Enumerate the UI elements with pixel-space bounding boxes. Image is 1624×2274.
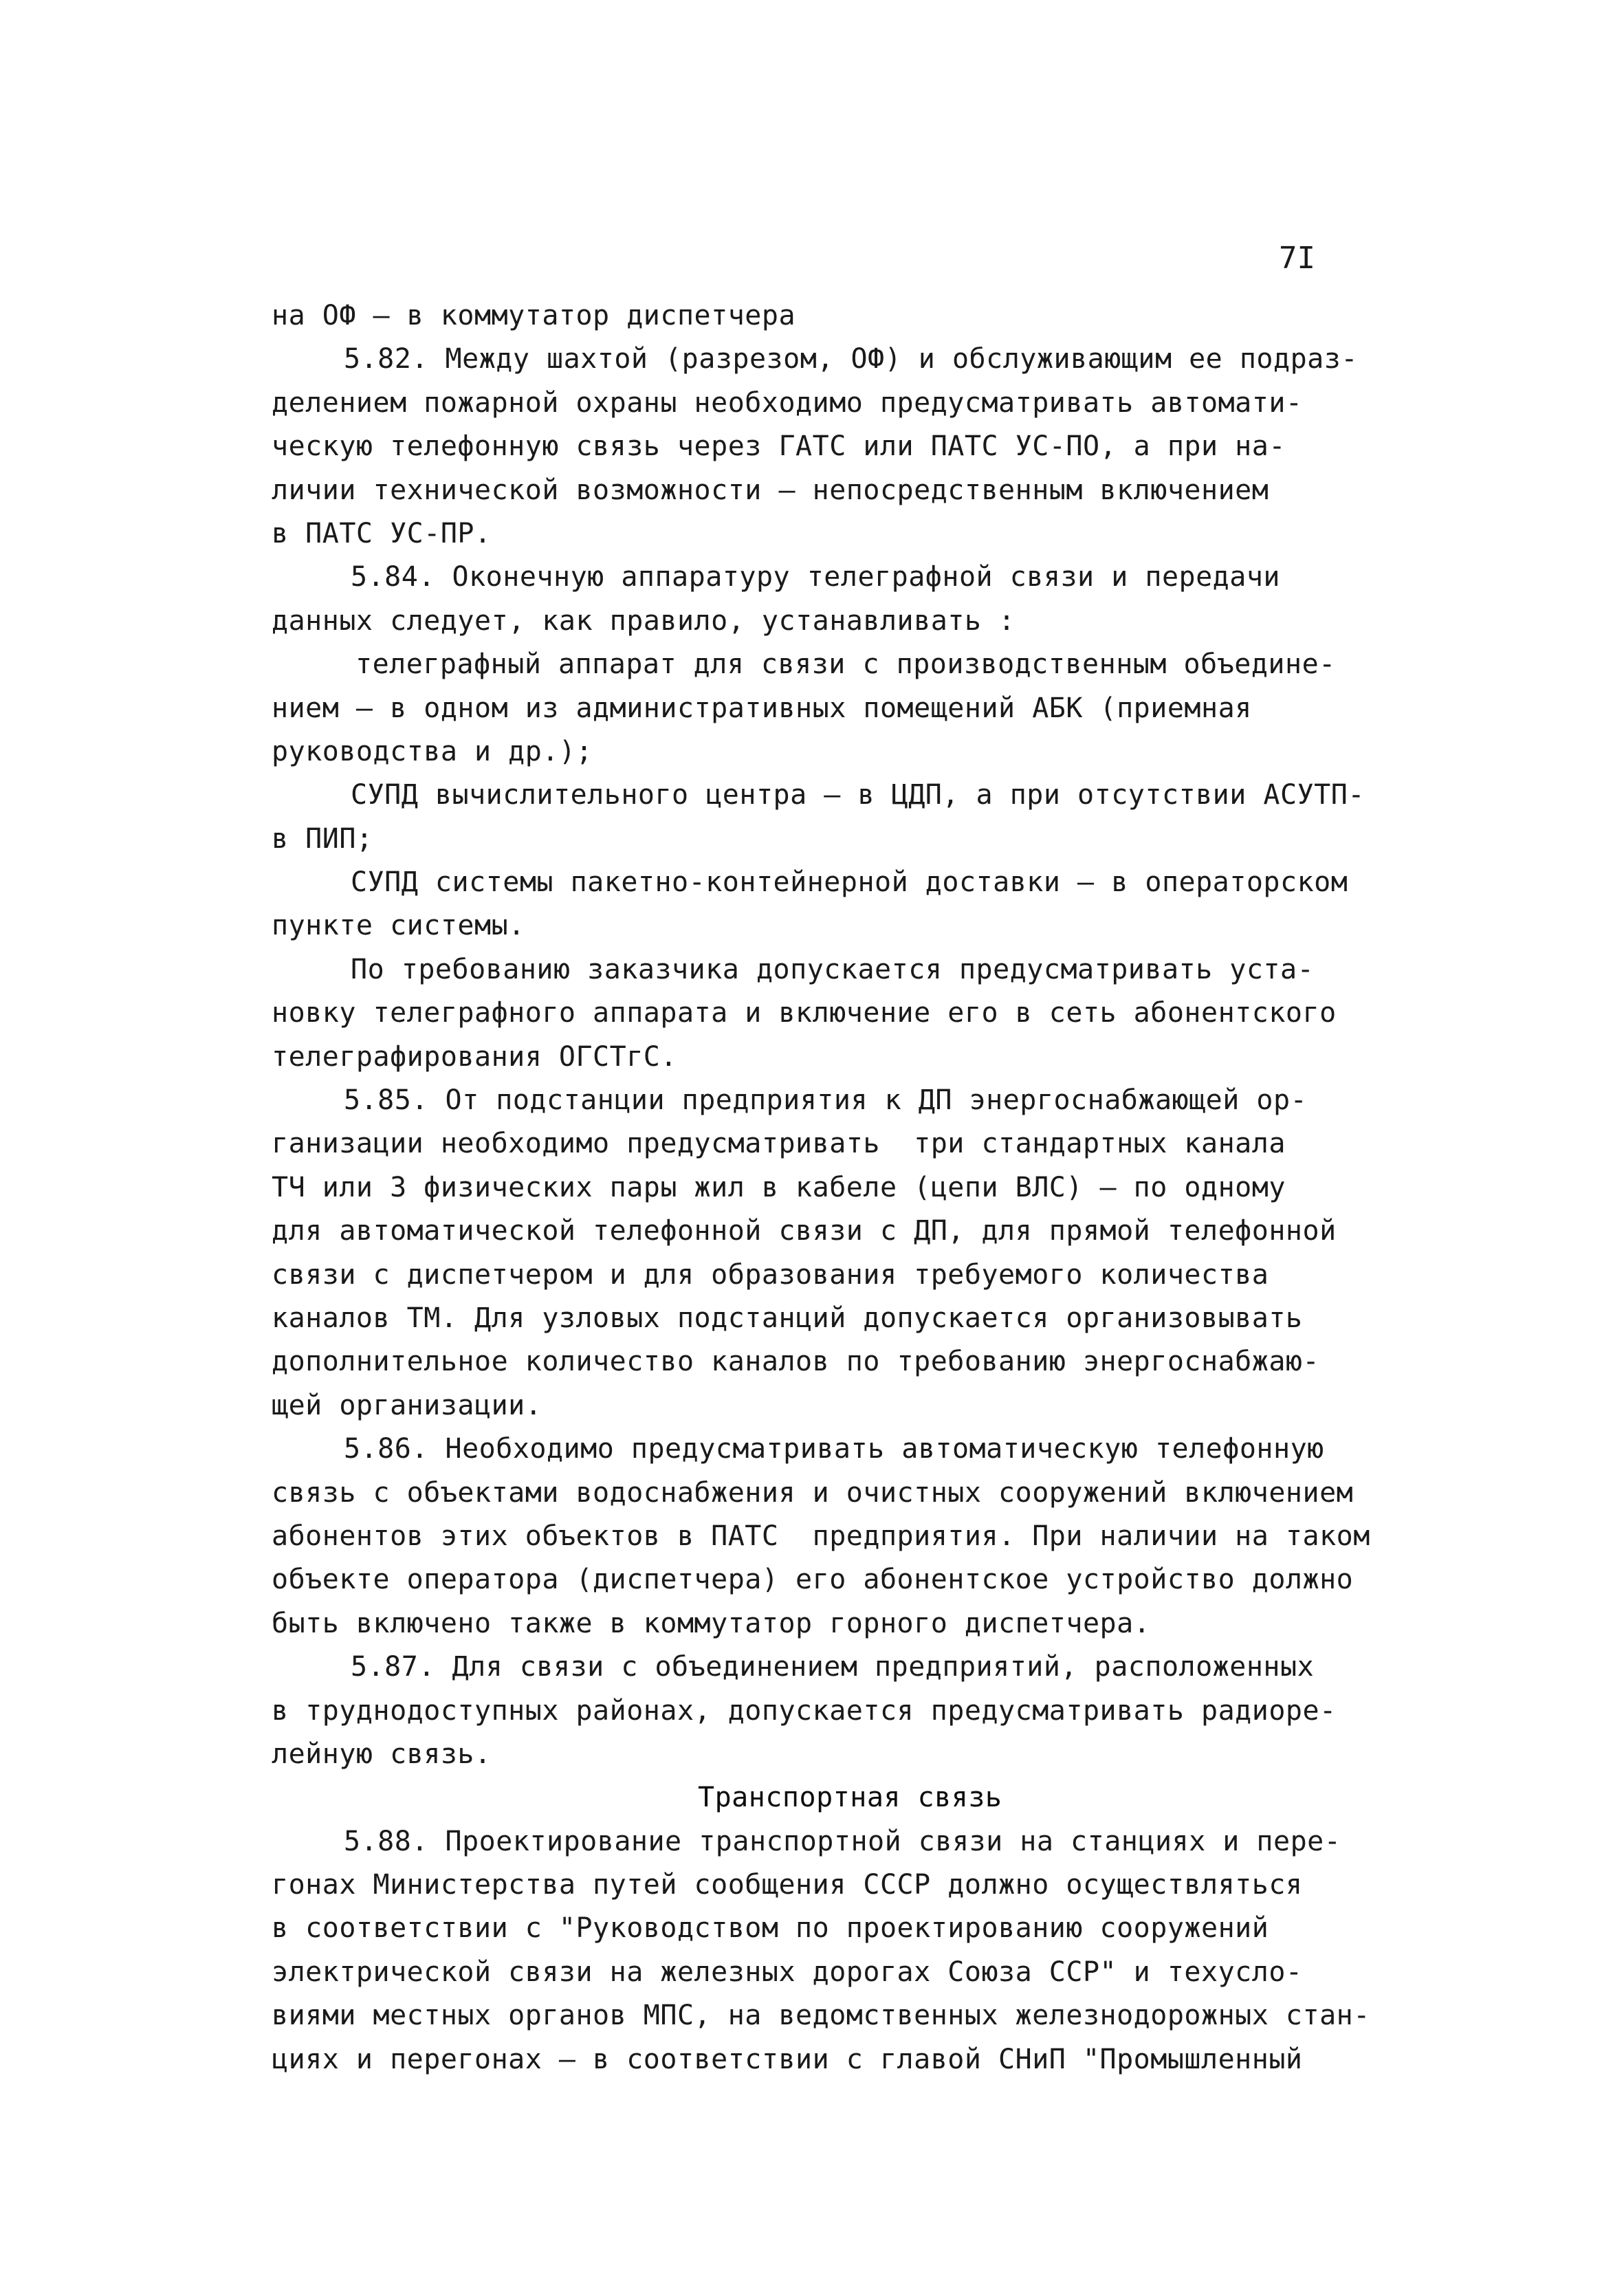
page-number: 7I	[1279, 241, 1315, 276]
paragraph-5-84-start: 5.84. Оконечную аппаратуру телеграфной связи и передачи	[351, 561, 1281, 593]
text-line: личии технической возможности – непосредственным включением	[272, 474, 1269, 506]
text-line: на ОФ – в коммутатор диспетчера	[272, 300, 796, 331]
text-line: связь с объектами водоснабжения и очистных сооружений включением	[272, 1476, 1354, 1509]
text-line: быть включено также в коммутатор горного диспетчера.	[272, 1607, 1151, 1639]
paragraph-5-88-start: 5.88. Проектирование транспортной связи на станциях и пере-	[344, 1825, 1341, 1857]
list-item-start: СУПД системы пакетно-контейнерной доставки – в операторском	[351, 866, 1348, 899]
text-line: в соответствии с "Руководством по проектированию сооружений	[272, 1912, 1269, 1945]
text-line: виями местных органов МПС, на ведомственных железнодорожных стан-	[272, 2000, 1370, 2032]
text-line: пункте системы.	[272, 910, 525, 942]
text-line: делением пожарной охраны необходимо предусматривать автомати-	[272, 386, 1303, 419]
text-line: в ПИП;	[272, 822, 373, 855]
text-line: нием – в одном из административных помещений АБК (приемная	[272, 692, 1252, 724]
list-item-start: телеграфный аппарат для связи с производственным объедине-	[355, 648, 1336, 681]
paragraph-start: По требованию заказчика допускается предусматривать уста-	[351, 953, 1315, 985]
text-line: дополнительное количество каналов по требованию энергоснабжаю-	[272, 1346, 1320, 1378]
paragraph-5-85-start: 5.85. От подстанции предприятия к ДП энергоснабжающей ор-	[344, 1084, 1308, 1117]
text-line: ческую телефонную связь через ГАТС или ПАТС УС-ПО, а при на-	[272, 430, 1286, 463]
text-line: абонентов этих объектов в ПАТС предприятия. При наличии на таком	[272, 1520, 1370, 1552]
text-line: руководства и др.);	[272, 735, 593, 767]
paragraph-5-87-start: 5.87. Для связи с объединением предприятий, расположенных	[351, 1651, 1315, 1683]
paragraph-5-82-start: 5.82. Между шахтой (разрезом, ОФ) и обслуживающим ее подраз-	[344, 343, 1358, 375]
text-line: каналов ТМ. Для узловых подстанций допускается организовывать	[272, 1302, 1303, 1334]
text-line: объекте оператора (диспетчера) его абонентское устройство должно	[272, 1564, 1354, 1596]
text-line: телеграфирования ОГСТгС.	[272, 1040, 677, 1073]
text-line: ТЧ или 3 физических пары жил в кабеле (цепи ВЛС) – по одному	[272, 1171, 1286, 1203]
text-line: для автоматической телефонной связи с ДП, для прямой телефонной	[272, 1215, 1337, 1247]
text-line: щей организации.	[272, 1389, 542, 1421]
list-item-start: СУПД вычислительного центра – в ЦДП, а при отсутствии АСУТП-	[351, 779, 1365, 811]
section-heading: Транспортная связь	[698, 1782, 1002, 1814]
text-line: циях и перегонах – в соответствии с главой СНиП "Промышленный	[272, 2043, 1303, 2075]
text-line: в ПАТС УС-ПР.	[272, 517, 492, 549]
paragraph-5-86-start: 5.86. Необходимо предусматривать автоматическую телефонную	[344, 1433, 1324, 1465]
text-line: новку телеграфного аппарата и включение его в сеть абонентского	[272, 997, 1337, 1029]
text-line: в труднодоступных районах, допускается предусматривать радиоре-	[272, 1694, 1337, 1727]
text-line: гонах Министерства путей сообщения СССР должно осуществляться	[272, 1869, 1303, 1901]
text-line: ганизации необходимо предусматривать три стандартных канала	[272, 1128, 1286, 1160]
text-line: связи с диспетчером и для образования требуемого количества	[272, 1258, 1269, 1291]
text-line: данных следует, как правило, устанавливать :	[272, 604, 1016, 637]
document-body	[272, 294, 1454, 2081]
text-line: электрической связи на железных дорогах Союза ССР" и техусло-	[272, 1956, 1303, 1988]
text-line: лейную связь.	[272, 1738, 492, 1770]
